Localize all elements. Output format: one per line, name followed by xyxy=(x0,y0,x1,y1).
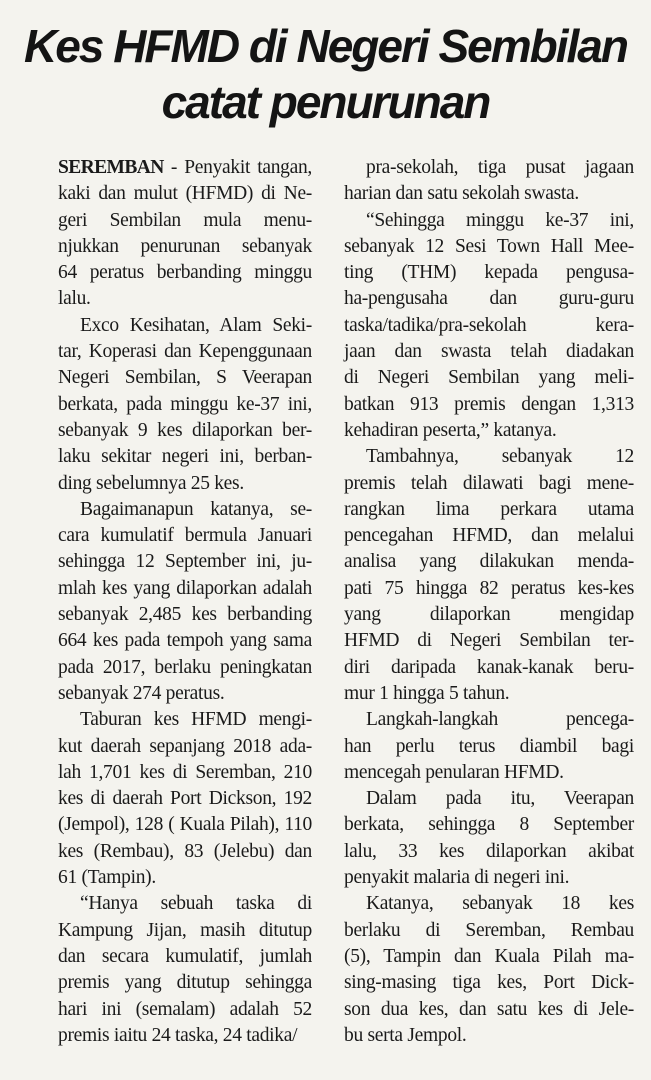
text-line: tar, Koperasi dan Kepenggunaan xyxy=(58,341,312,363)
text-line: taska/tadika/pra-sekolah kera- xyxy=(344,314,634,336)
text-line: 61 (Tampin). xyxy=(58,867,156,889)
text-line: sebanyak 2,485 kes berbanding xyxy=(58,604,312,626)
text-line: lalu, 33 kes dilaporkan akibat xyxy=(344,840,634,862)
headline-line-2: catat penurunan xyxy=(161,76,490,128)
paragraph xyxy=(58,707,312,891)
text-line: “Sehingga minggu ke-37 ini, xyxy=(366,209,634,231)
text-line: Tambahnya, sebanyak 12 xyxy=(366,446,634,468)
text-line-content: - Penyakit tangan, xyxy=(163,157,312,178)
text-line: son dua kes, dan satu kes di Jele- xyxy=(344,998,634,1020)
text-line: bu serta Jempol. xyxy=(344,1024,467,1046)
text-line: dan secara kumulatif, jumlah xyxy=(58,945,312,967)
text-line: kehadiran peserta,” katanya. xyxy=(344,419,557,441)
text-line: berkata, sehingga 8 September xyxy=(344,814,634,836)
text-line: (Jempol), 128 ( Kuala Pilah), 110 xyxy=(58,814,312,836)
text-line: premis iaitu 24 taska, 24 tadika/ xyxy=(58,1024,298,1046)
text-line: batkan 913 premis dengan 1,313 xyxy=(344,393,634,415)
text-line: Negeri Sembilan, S Veerapan xyxy=(58,367,312,389)
text-line: sehingga 12 September ini, ju- xyxy=(58,551,312,573)
text-line: sing-masing tiga kes, Port Dick- xyxy=(344,972,634,994)
text-line: premis yang ditutup sehingga xyxy=(58,972,312,994)
text-line: 64 peratus berbanding minggu xyxy=(58,262,312,284)
paragraph xyxy=(344,444,634,707)
text-line: cara kumulatif bermula Januari xyxy=(58,525,312,547)
text-line: hari ini (semalam) adalah 52 xyxy=(58,998,312,1020)
text-line: kes (Rembau), 83 (Jelebu) dan xyxy=(58,840,312,862)
text-line: analisa yang dilakukan menda- xyxy=(344,551,634,573)
text-line: ting (THM) kepada pengusa- xyxy=(344,262,634,284)
paragraph xyxy=(344,208,634,445)
text-line: kaki dan mulut (HFMD) di Ne- xyxy=(58,183,312,205)
paragraph xyxy=(344,155,634,208)
text-line: Langkah-langkah pencega- xyxy=(366,709,634,731)
text-line: sebanyak 12 Sesi Town Hall Mee- xyxy=(344,235,634,257)
text-line: han perlu terus diambil bagi xyxy=(344,735,634,757)
text-line: Katanya, sebanyak 18 kes xyxy=(366,893,634,915)
text-line: Exco Kesihatan, Alam Seki- xyxy=(80,314,312,336)
article-column-right xyxy=(344,155,634,1049)
text-line: (5), Tampin dan Kuala Pilah ma- xyxy=(344,945,634,967)
text-line: mur 1 hingga 5 tahun. xyxy=(344,682,510,704)
text-line: Dalam pada itu, Veerapan xyxy=(366,788,634,810)
text-line: berlaku di Seremban, Rembau xyxy=(344,919,634,941)
text-line: sebanyak 274 peratus. xyxy=(58,682,225,704)
text-line: premis telah dilawati bagi mene- xyxy=(344,472,634,494)
text-line: mencegah penularan HFMD. xyxy=(344,761,564,783)
text-line: kut daerah sepanjang 2018 ada- xyxy=(58,735,312,757)
text-line: lah 1,701 kes di Seremban, 210 xyxy=(58,761,312,783)
paragraph xyxy=(58,313,312,497)
paragraph xyxy=(58,497,312,707)
text-line: ding sebelumnya 25 kes. xyxy=(58,472,244,494)
paragraph xyxy=(344,707,634,786)
text-line: pati 75 hingga 82 peratus kes-kes xyxy=(344,577,634,599)
text-line: “Hanya sebuah taska di xyxy=(80,893,312,915)
text-line: Bagaimanapun katanya, se- xyxy=(80,498,312,520)
text-line: di Negeri Sembilan yang meli- xyxy=(344,367,634,389)
dateline: SEREMBAN xyxy=(58,157,164,178)
text-line: mlah kes yang dilaporkan adalah xyxy=(58,577,312,599)
text-line: penyakit malaria di negeri ini. xyxy=(344,867,570,889)
text-line xyxy=(58,155,312,181)
paragraph xyxy=(344,891,634,1049)
text-line: pencegahan HFMD, dan melalui xyxy=(344,525,634,547)
text-line: ha-pengusaha dan guru-guru xyxy=(344,288,634,310)
text-line: Taburan kes HFMD mengi- xyxy=(80,709,312,731)
text-line: HFMD di Negeri Sembilan ter- xyxy=(344,630,634,652)
text-line: pra-sekolah, tiga pusat jagaan xyxy=(366,157,634,178)
text-line: rangkan lima perkara utama xyxy=(344,498,634,520)
text-line: 664 kes pada tempoh yang sama xyxy=(58,630,312,652)
paragraph xyxy=(58,891,312,1049)
text-line: geri Sembilan mula menu- xyxy=(58,209,312,231)
text-line: laku sekitar negeri ini, berban- xyxy=(58,446,312,468)
text-line: njukkan penurunan sebanyak xyxy=(58,235,312,257)
headline xyxy=(0,18,651,130)
article-column-left xyxy=(58,155,312,1049)
text-line: harian dan satu sekolah swasta. xyxy=(344,183,579,205)
paragraph xyxy=(58,155,312,313)
text-line: yang dilaporkan mengidap xyxy=(344,604,634,626)
text-line: lalu. xyxy=(58,288,91,310)
text-line: diri daripada kanak-kanak beru- xyxy=(344,656,634,678)
headline-line-1: Kes HFMD di Negeri Sembilan xyxy=(24,20,627,72)
text-line: pada 2017, berlaku peningkatan xyxy=(58,656,312,678)
text-line: sebanyak 9 kes dilaporkan ber- xyxy=(58,419,312,441)
text-line: Kampung Jijan, masih ditutup xyxy=(58,919,312,941)
paragraph xyxy=(344,786,634,891)
text-line: berkata, pada minggu ke-37 ini, xyxy=(58,393,312,415)
text-line: kes di daerah Port Dickson, 192 xyxy=(58,788,312,810)
text-line: jaan dan swasta telah diadakan xyxy=(344,341,634,363)
